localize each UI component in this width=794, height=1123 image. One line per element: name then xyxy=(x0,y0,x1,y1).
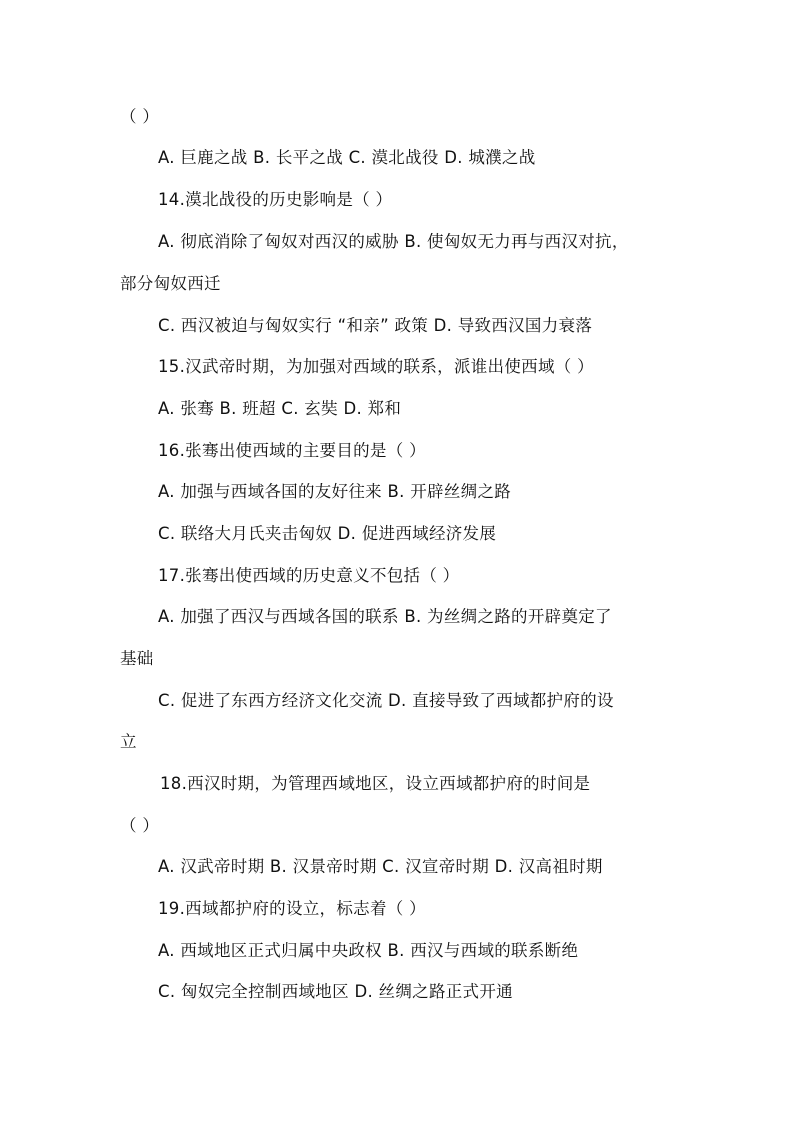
q18-options: A. 汉武帝时期 B. 汉景帝时期 C. 汉宣帝时期 D. 汉高祖时期 xyxy=(158,857,603,876)
q18-answer-bracket: （ ） xyxy=(120,816,160,835)
q13-options: A. 巨鹿之战 B. 长平之战 C. 漠北战役 D. 城濮之战 xyxy=(158,148,536,167)
q15-stem: 15.汉武帝时期，为加强对西域的联系，派谁出使西域（ ） xyxy=(158,357,594,376)
q17-options-ab: A. 加强了西汉与西域各国的联系 B. 为丝绸之路的开辟奠定了 xyxy=(158,607,612,626)
q19-options-cd: C. 匈奴完全控制西域地区 D. 丝绸之路正式开通 xyxy=(158,982,513,1001)
q19-options-ab: A. 西域地区正式归属中央政权 B. 西汉与西域的联系断绝 xyxy=(158,941,579,960)
q19-stem: 19.西域都护府的设立，标志着（ ） xyxy=(158,899,426,918)
q16-options-cd: C. 联络大月氏夹击匈奴 D. 促进西域经济发展 xyxy=(158,524,497,543)
q17-stem: 17.张骞出使西域的历史意义不包括（ ） xyxy=(158,566,460,585)
q16-options-ab: A. 加强与西域各国的友好往来 B. 开辟丝绸之路 xyxy=(158,482,512,501)
q14-options-cd: C. 西汉被迫与匈奴实行 “和亲” 政策 D. 导致西汉国力衰落 xyxy=(158,316,593,335)
q15-options: A. 张骞 B. 班超 C. 玄奘 D. 郑和 xyxy=(158,399,402,418)
q14-stem: 14.漠北战役的历史影响是（ ） xyxy=(158,190,393,209)
q17-options-cd: C. 促进了东西方经济文化交流 D. 直接导致了西域都护府的设 xyxy=(158,691,614,710)
q18-stem: 18.西汉时期，为管理西域地区，设立西域都护府的时间是 xyxy=(160,774,591,793)
q13-answer-bracket: （ ） xyxy=(120,107,160,126)
q17-options-cd-cont: 立 xyxy=(120,732,137,751)
q17-options-ab-cont: 基础 xyxy=(120,649,154,668)
q14-options-ab: A. 彻底消除了匈奴对西汉的威胁 B. 使匈奴无力再与西汉对抗， xyxy=(158,232,629,251)
q14-options-ab-cont: 部分匈奴西迁 xyxy=(120,274,221,293)
q16-stem: 16.张骞出使西域的主要目的是（ ） xyxy=(158,441,426,460)
